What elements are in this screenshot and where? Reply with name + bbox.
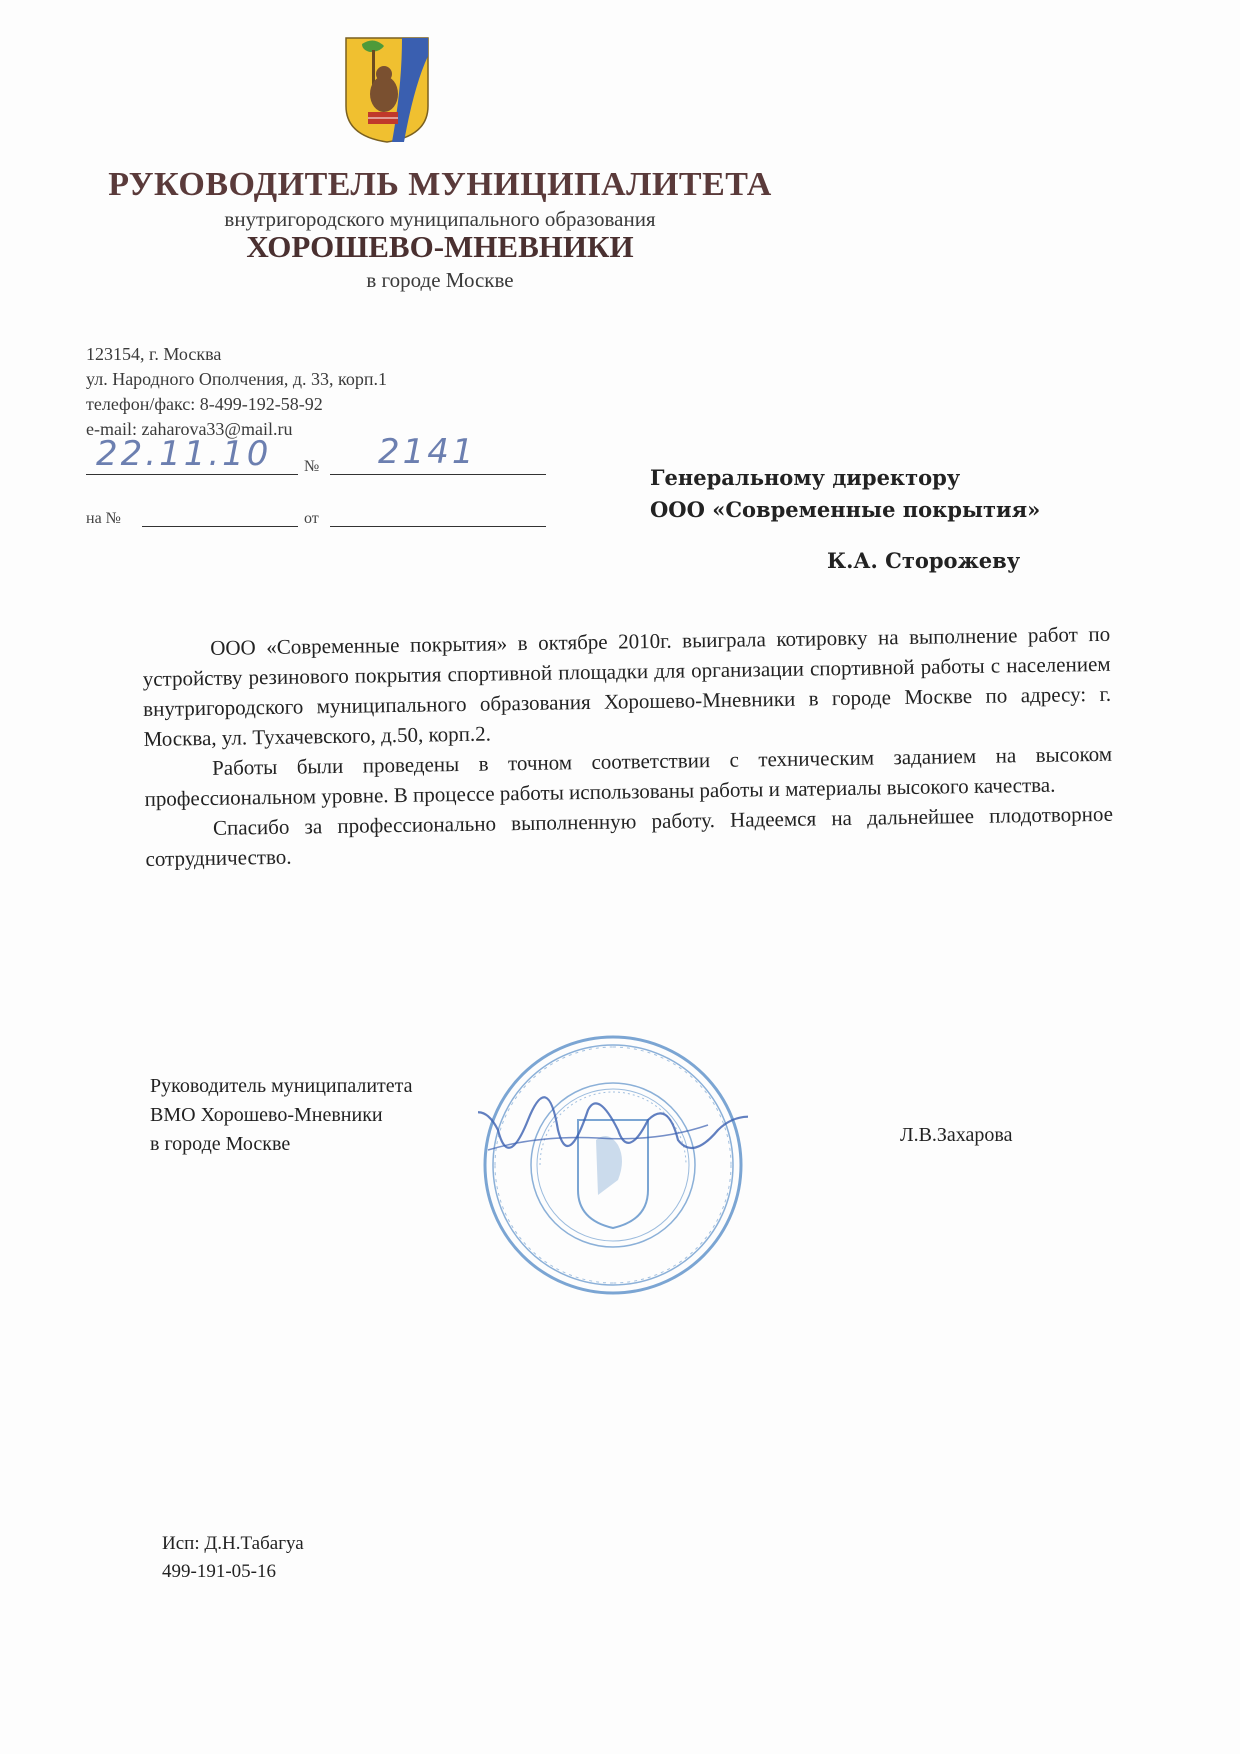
signatory-line: в городе Москве [150,1133,291,1155]
date-line [86,474,298,475]
addressee-name: К.А. Сторожеву [827,548,1021,573]
letterhead-city: в городе Москве [366,268,514,292]
from-line [330,526,546,527]
addressee-company: ООО «Современные покрытия» [650,497,1041,522]
from-label: от [304,510,319,527]
addressee-block [650,462,1040,526]
address-line: 123154, г. Москва [86,344,222,364]
letterhead-district: ХОРОШЕВО-МНЕВНИКИ [246,229,634,264]
outgoing-date: 22.11.10 [96,434,272,474]
reference-line [142,526,298,527]
official-stamp-icon [478,1030,748,1300]
number-line [330,474,546,475]
coat-of-arms-icon [344,36,430,144]
executor-block [162,1530,304,1586]
outgoing-number: 2141 [378,432,477,472]
signatory-name: Л.В.Захарова [900,1124,1013,1146]
body-paragraph: Работы были проведены в точном соответствии с техническим заданием на высоком профессиональном уровне. В процессе работы использованы работы и материалы высокого качества. [144,741,1113,811]
signatory-title [150,1072,413,1159]
signatory-line: Руководитель муниципалитета [150,1075,413,1097]
sender-address [86,342,387,442]
body-paragraph: ООО «Современные покрытия» в октябре 2010г. выиграла котировку на выполнение работ по устройству резинового покрытия спортивной площадки для организации спортивной работы с населением внутригородского муниципального образования Хорошево-Мневники в городе Москве по адресу: г. Москва, ул. Тухачевского, д.50, корп.2. [142,621,1112,751]
addressee-position: Генеральному директору [650,465,961,490]
address-email: e-mail: zaharova33@mail.ru [86,419,293,439]
number-label: № [304,458,320,475]
letterhead-title: РУКОВОДИТЕЛЬ МУНИЦИПАЛИТЕТА [108,166,772,203]
address-phone: телефон/факс: 8-499-192-58-92 [86,394,323,414]
signatory-line: ВМО Хорошево-Мневники [150,1104,383,1126]
executor-phone: 499-191-05-16 [162,1561,276,1582]
executor-name: Исп: Д.Н.Табагуа [162,1533,304,1554]
letter-body [142,619,1114,874]
body-paragraph: Спасибо за профессионально выполненную работу. Надеемся на дальнейшее плодотворное сотрудничество. [145,801,1114,871]
address-line: ул. Народного Ополчения, д. 33, корп.1 [86,369,387,389]
letterhead-subtitle: внутригородского муниципального образования [224,207,656,231]
reference-label: на № [86,510,121,527]
